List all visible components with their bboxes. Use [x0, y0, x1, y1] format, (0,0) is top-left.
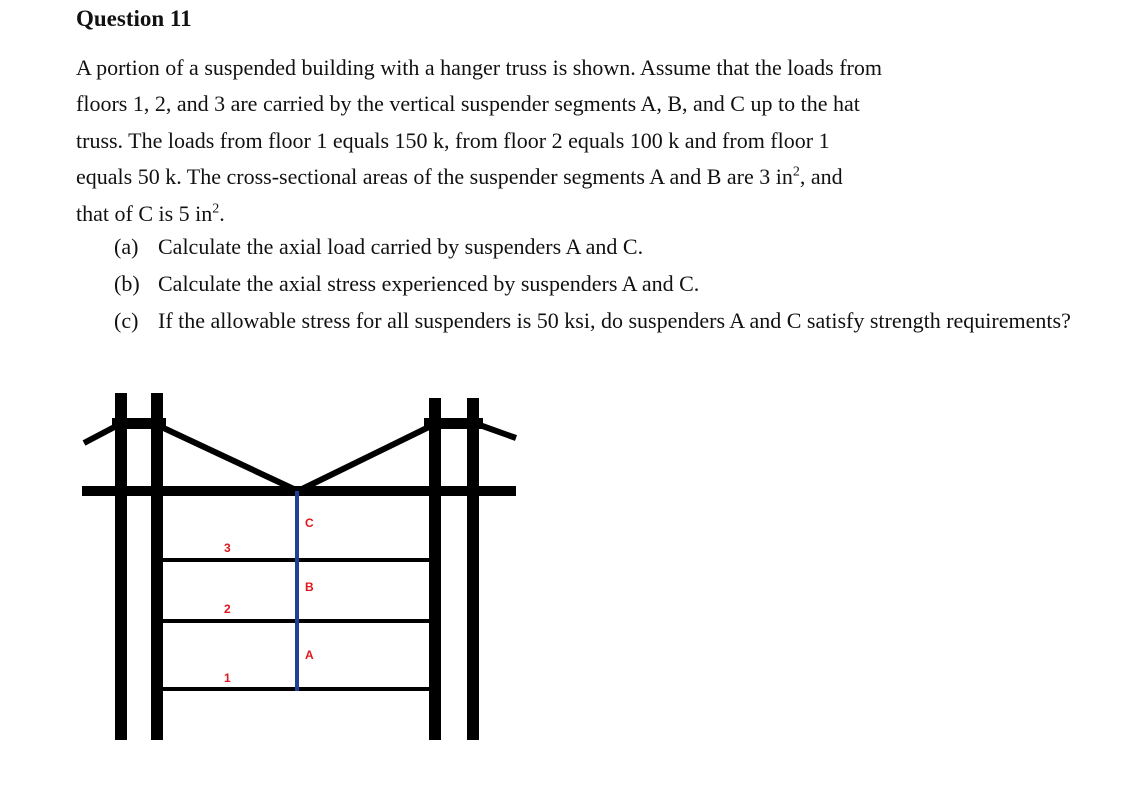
left-column-inner [151, 393, 163, 740]
statement-line-2: floors 1, 2, and 3 are carried by the vertical suspender segments A, B, and C up to the hat [76, 91, 860, 117]
statement-line-4-end: , and [799, 164, 843, 190]
right-column-inner [429, 398, 441, 740]
segment-label-a: A [305, 648, 314, 662]
statement-line-1: A portion of a suspended building with a hanger truss is shown. Assume that the loads from [76, 55, 882, 80]
left-truss-diagonal [155, 424, 298, 491]
area-exponent-ab: 2 [792, 164, 800, 180]
segment-label-b: B [305, 580, 314, 594]
part-b-label: (b) [114, 271, 140, 296]
part-b-text: Calculate the axial stress experienced by suspenders A and C. [158, 271, 700, 296]
statement-line-5-end: . [219, 200, 225, 226]
left-column-outer [115, 393, 127, 740]
statement-line-3: truss. The loads from floor 1 equals 150 k, from floor 2 equals 100 k and from floor 1 [76, 127, 830, 153]
area-exponent-c: 2 [212, 201, 220, 217]
floor-label-3: 3 [224, 541, 231, 555]
statement-line-4-text: equals 50 k. The cross-sectional areas of the suspender segments A and B are 3 in [76, 164, 793, 190]
part-a-text: Calculate the axial load carried by suspenders A and C. [158, 234, 644, 259]
statement-line-5-text: that of C is 5 in [76, 200, 213, 226]
floor-label-2: 2 [224, 602, 231, 616]
right-truss-diagonal [298, 424, 435, 491]
question-title: Question 11 [76, 6, 192, 31]
suspender-rod [295, 491, 299, 691]
right-outrigger [474, 423, 516, 438]
part-c-text: If the allowable stress for all suspenders is 50 ksi, do suspenders A and C satisfy strength requirements? [158, 308, 1071, 333]
right-column-outer [467, 398, 479, 740]
part-a-label: (a) [114, 234, 139, 259]
floor-label-1: 1 [224, 671, 231, 685]
part-c-label: (c) [114, 308, 139, 333]
segment-label-c: C [305, 516, 314, 530]
